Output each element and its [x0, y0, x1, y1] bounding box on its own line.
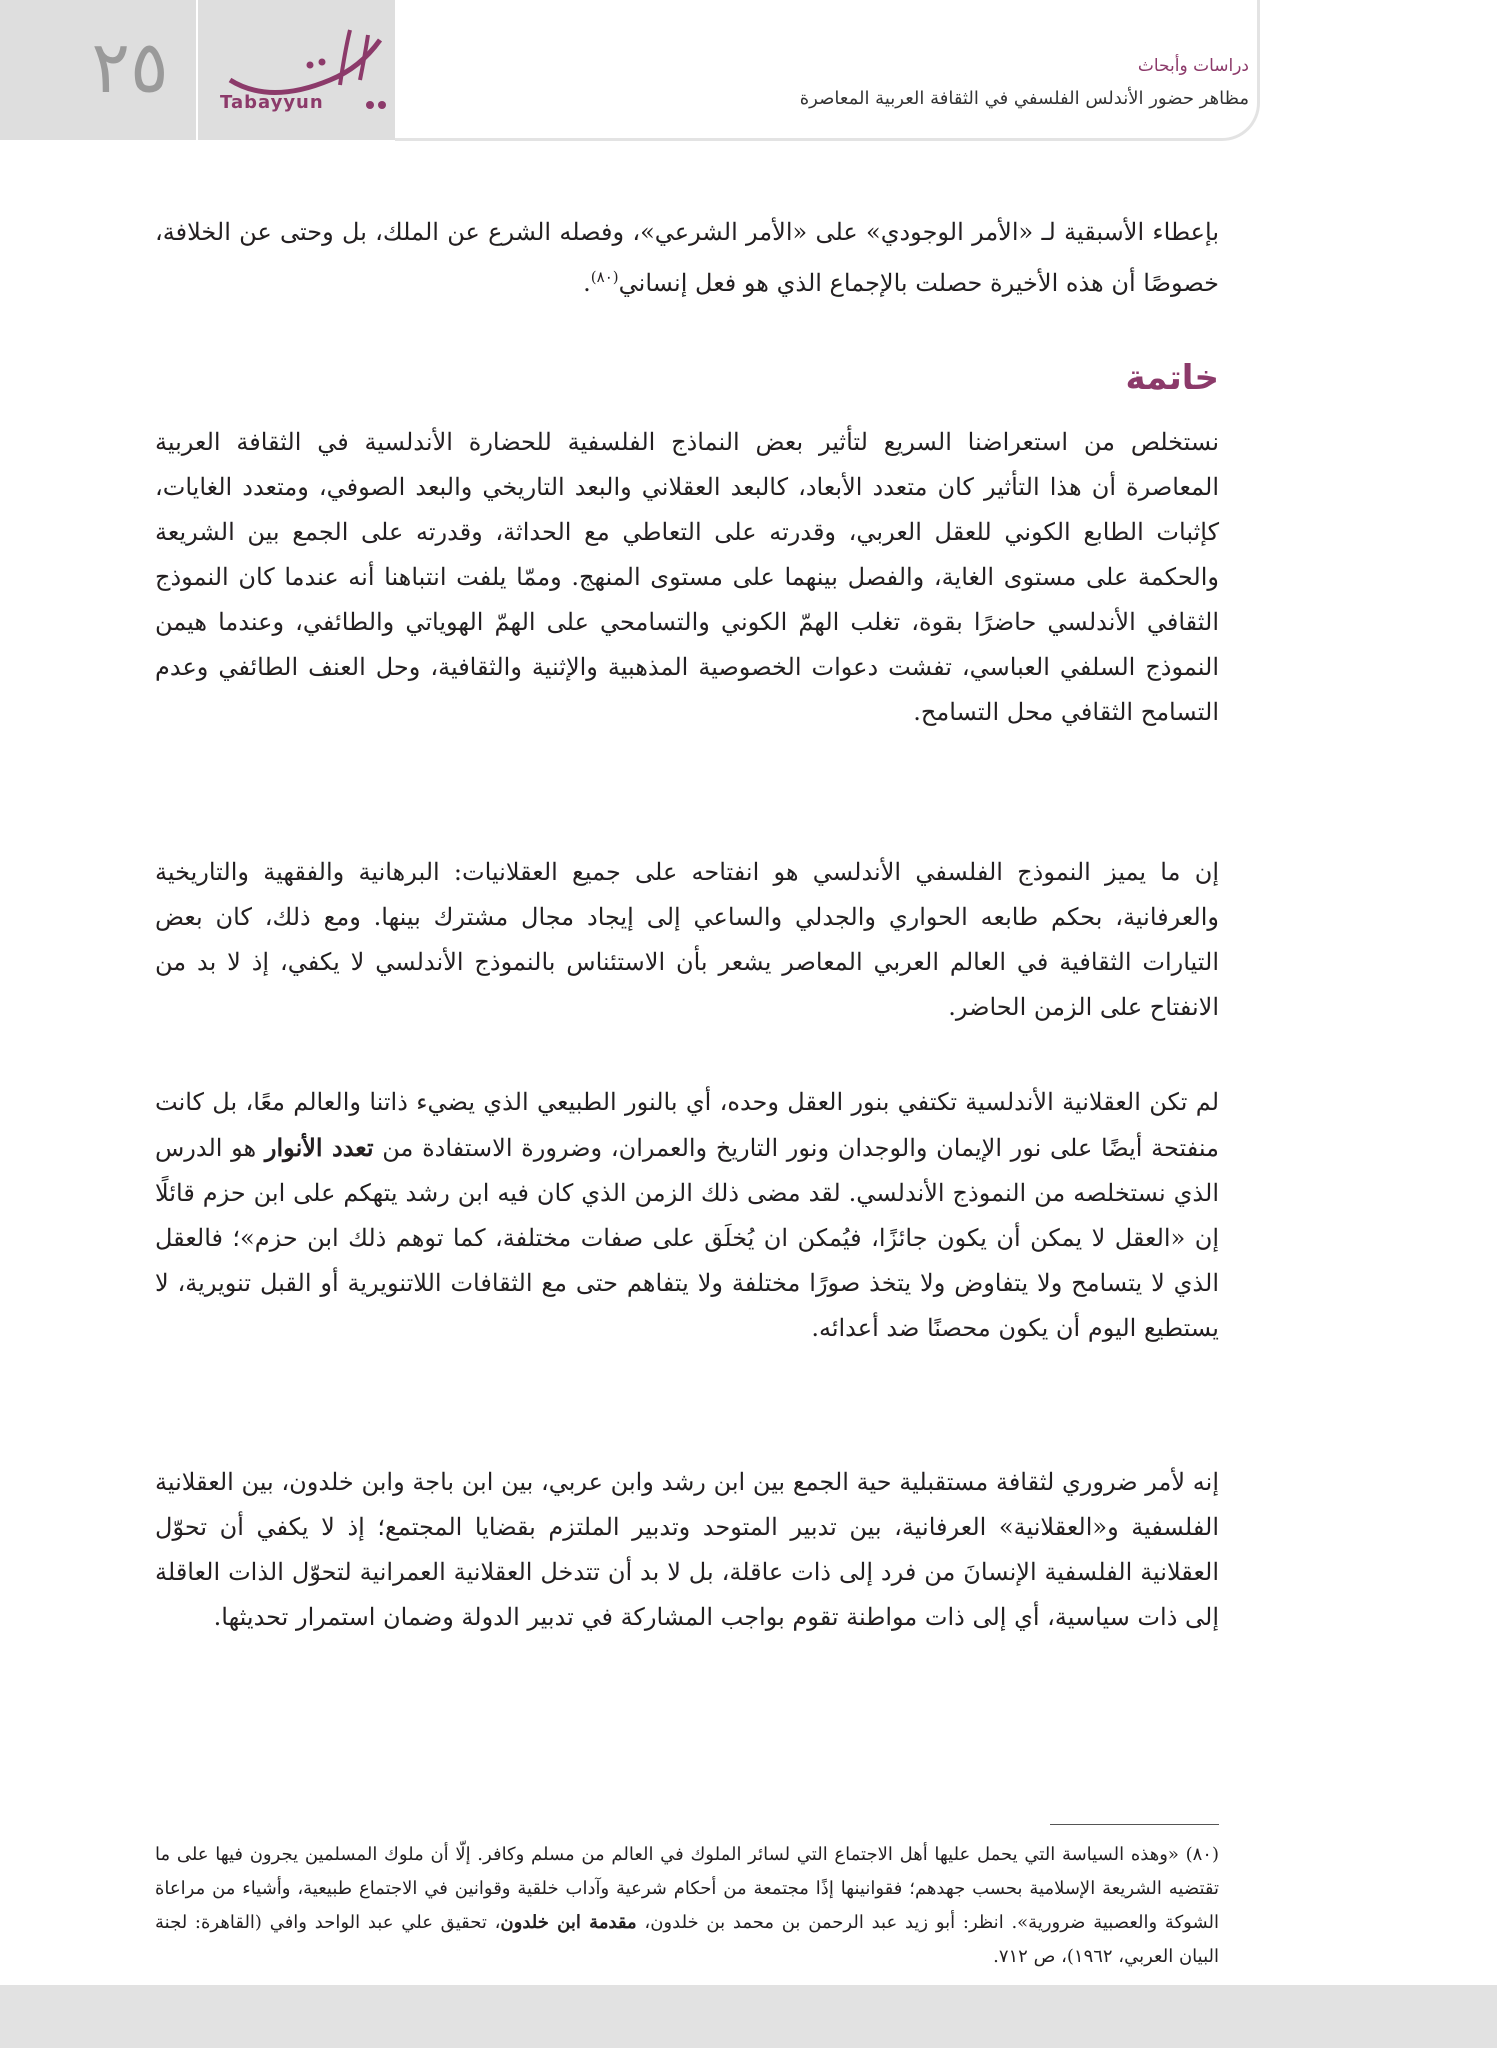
paragraph-3-bold: تعدد الأنوار: [264, 1133, 374, 1162]
paragraph-3-part-a: لم تكن العقلانية الأندلسية تكتفي بنور العقل وحده، أي بالنور الطبيعي الذي يضيء ذاتنا والعالم معًا، بل كانت منفتحة أيضًا على نور الإيمان والوجدان ونور التاريخ والعمران، وضرورة الاستفادة من: [155, 1088, 1220, 1162]
intro-text: بإعطاء الأسبقية لـ «الأمر الوجودي» على «الأمر الشرعي»، وفصله الشرع عن الملك، بل وحتى عن الخلافة، خصوصًا أن هذه الأخيرة حصلت بالإجماع الذي هو فعل إنساني: [155, 218, 1219, 297]
page-number: ٢٥: [91, 25, 169, 109]
header-divider: [196, 0, 198, 140]
footnote-text-a: (٨٠) «وهذه السياسة التي يحمل عليها أهل الاجتماع التي لسائر الملوك في العالم من مسلم وكافر. إلّا أن ملوك المسلمين يجرون فيها على ما تقتضيه الشريعة الإسلامية بحسب جهدهم؛ فقوانينها إذًا مجتمعة من أحكام شرعية وآداب خلقية وقوانين في الاجتماع طبيعية، وأشياء من مراعاة الشوكة والعصبية ضرورية». انظر: أبو زيد عبد الرحمن بن محمد بن خلدون،: [155, 1844, 1219, 1933]
paragraph-4: إنه لأمر ضروري لثقافة مستقبلية حية الجمع بين ابن رشد وابن عربي، بين ابن باجة وابن خلدون، بين العقلانية الفلسفية و«العقلانية» العرفانية، بين تدبير المتوحد وتدبير الملتزم بقضايا المجتمع؛ إذ لا يكفي أن تحوّل العقلانية الفلسفية الإنسانَ من فرد إلى ذات عاقلة، بل لا بد أن تتدخل العقلانية العمرانية لتحوّل الذات العاقلة إلى ذات سياسية، أي إلى ذات مواطنة تقوم بواجب المشاركة في تدبير الدولة وضمان استمرار تحديثها.: [155, 1468, 1219, 1631]
footnote-80: [155, 1838, 1219, 1974]
section-heading: خاتمة: [1125, 358, 1219, 398]
logo-calligraphy-icon: [210, 10, 395, 135]
article-subtitle: مظاهر حضور الأندلس الفلسفي في الثقافة العربية المعاصرة: [799, 88, 1249, 109]
intro-paragraph: [155, 210, 1219, 306]
footnote-rule: [1050, 1824, 1219, 1825]
section-label: دراسات وأبحاث: [1137, 56, 1249, 76]
header-right-panel: [395, 0, 1260, 141]
paragraph-3-part-b: هو الدرس الذي نستخلصه من النموذج الأندلسي. لقد مضى ذلك الزمن الذي كان فيه ابن رشد يتهكم على ابن حزم قائلًا إن «العقل لا يمكن أن يكون جائزًا، فيُمكن ان يُخلَق على صفات مختلفة، كما توهم ذلك ابن حزم»؛ فالعقل الذي لا يتسامح ولا يتفاوض ولا يتخذ صورًا مختلفة ولا يتفاهم حتى مع الثقافات اللاتنويرية أو القبل تنويرية، لا يستطيع اليوم أن يكون محصنًا ضد أعدائه.: [155, 1134, 1219, 1342]
header-left-panel: [0, 0, 395, 140]
paragraph-1: نستخلص من استعراضنا السريع لتأثير بعض النماذج الفلسفية للحضارة الأندلسية في الثقافة العربية المعاصرة أن هذا التأثير كان متعدد الأبعاد، كالبعد العقلاني والبعد التاريخي والبعد الصوفي، ومتعدد الغايات، كإثبات الطابع الكوني للعقل العربي، وقدرته على التعاطي مع الحداثة، وقدرته على الجمع بين الشريعة والحكمة على مستوى الغاية، والفصل بينهما على مستوى المنهج. وممّا يلفت انتباهنا أنه عندما كان النموذج الثقافي الأندلسي حاضرًا بقوة، تغلب الهمّ الكوني والتسامحي على الهمّ الهوياتي والطائفي، وعندما هيمن النموذج السلفي العباسي، تفشت دعوات الخصوصية المذهبية والإثنية والثقافية، وحل العنف الطائفي وعدم التسامح الثقافي محل التسامح.: [155, 428, 1220, 726]
paragraph-2: إن ما يميز النموذج الفلسفي الأندلسي هو انفتاحه على جميع العقلانيات: البرهانية والفقهية والتاريخية والعرفانية، بحكم طابعه الحواري والجدلي والساعي إلى إيجاد مجال مشترك بينها. ومع ذلك، كان بعض التيارات الثقافية في العالم العربي المعاصر يشعر بأن الاستئناس بالنموذج الأندلسي لا يكفي، إذ لا بد من الانفتاح على الزمن الحاضر.: [155, 858, 1219, 1021]
footnote-ref-80[interactable]: (٨٠): [590, 268, 619, 286]
intro-end: .: [583, 269, 591, 297]
logo-wordmark: Tabayyun: [220, 92, 324, 113]
paragraph-3: [155, 1080, 1219, 1351]
page-footer-bar: [0, 1985, 1497, 2048]
tabayyun-logo: [210, 10, 395, 135]
footnote-book-title: مقدمة ابن خلدون: [500, 1912, 637, 1933]
footnote-text-b: ، تحقيق علي عبد الواحد وافي (القاهرة: لجنة البيان العربي، ١٩٦٢)، ص ٧١٢.: [155, 1912, 1219, 1967]
